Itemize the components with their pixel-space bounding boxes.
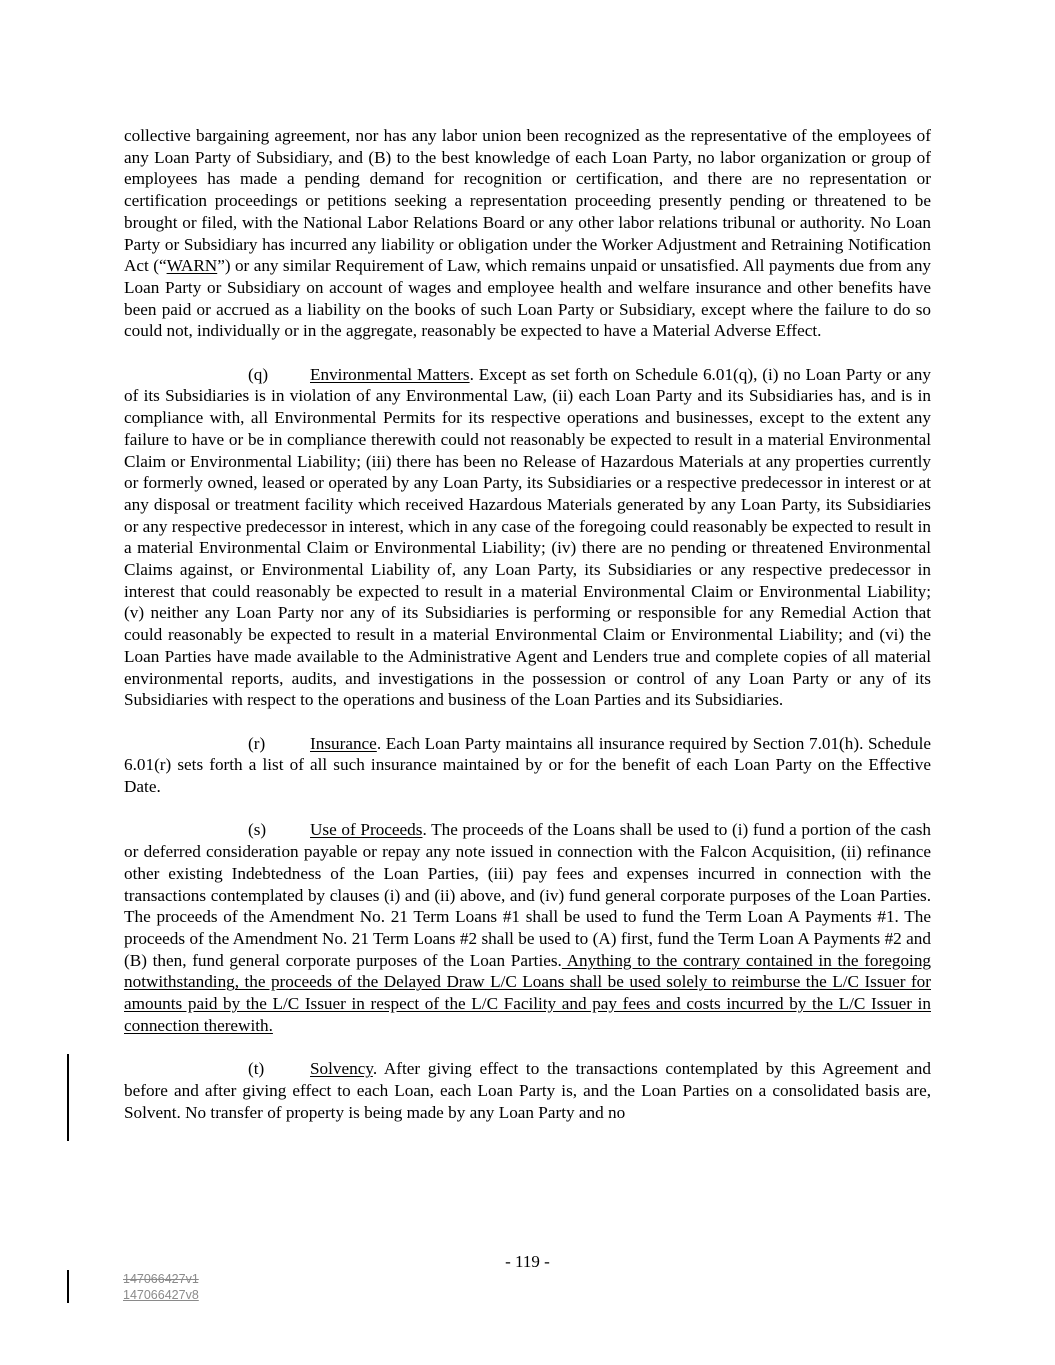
section-r-text: . Each Loan Party maintains all insurance required by Section 7.01(h). Schedule 6.01(r) sets forth a list of all such insurance maintained by or for the benefit of each Loan Party on the Effective Date. bbox=[124, 733, 931, 797]
section-s bbox=[124, 819, 931, 1036]
change-bar-footer bbox=[67, 1270, 69, 1303]
change-bar bbox=[67, 1054, 69, 1141]
section-r-heading: Insurance bbox=[310, 733, 377, 753]
section-t-text: . After giving effect to the transactions contemplated by this Agreement and before and after giving effect to each Loan, each Loan Party is, and the Loan Parties on a consolidated basis are, Solvent. No transfer of property is being made by any Loan Party and no bbox=[124, 1059, 931, 1122]
section-q-text: . Except as set forth on Schedule 6.01(q), (i) no Loan Party or any of its Subsidiaries is in violation of any Environmental Law, (ii) each Loan Party and its Subsidiaries has, and is in compliance with, all Environmental Permits for its respective operations and businesses, except to the extent any failure to have or be in compliance therewith could not reasonably be expected to result in a material Environmental Claim or Environmental Liability; (iii) there has been no Release of Hazardous Materials at any properties currently or formerly owned, leased or operated by any Loan Party, its Subsidiaries or a respective predecessor in interest or at any disposal or treatment facility which received Hazardous Materials generated by any Loan Party, its Subsidiaries or any respective predecessor in interest, which in any case of the foregoing could reasonably be expected to result in a material Environmental Claim or Environmental Liability; (iv) there are no pending or threatened Environmental Claims against, or Environmental Liability of, any Loan Party, its Subsidiaries or any respective predecessor in interest that could reasonably be expected to result in a material Environmental Claim or Environmental Liability; (v) neither any Loan Party nor any of its Subsidiaries is performing or responsible for any Remedial Action that could reasonably be expected to result in a material Environmental Claim or Environmental Liability; and (vi) the Loan Parties have made available to the Administrative Agent and Lenders true and complete copies of all material environmental reports, audits, and investigations in the possession or control of any Loan Party or any of its Subsidiaries with respect to the operations and business of the Loan Parties and its Subsidiaries. bbox=[124, 364, 931, 710]
section-q-heading: Environmental Matters bbox=[310, 364, 470, 384]
page-number: - 119 - bbox=[505, 1252, 550, 1271]
section-s-heading: Use of Proceeds bbox=[310, 820, 423, 840]
section-q bbox=[124, 364, 931, 711]
intro-text: collective bargaining agreement, nor has any labor union been recognized as the representative of the employees of any Loan Party of Subsidiary, and (B) to the best knowledge of each Loan Party, no labor organization or group of employees has made a pending demand for recognition or certification, and there are no representation or certification proceedings or petitions seeking a representation proceeding presently pending or threatened to be brought or filed, with the National Labor Relations Board or any other labor relations tribunal or authority. No Loan Party or Subsidiary has incurred any liability or obligation under the Worker Adjustment and Retraining Notification Act (“ bbox=[124, 126, 931, 276]
section-s-label: (s) bbox=[248, 820, 267, 840]
intro-text-tail: ”) or any similar Requirement of Law, which remains unpaid or unsatisfied. All payments due from any Loan Party or Subsidiary on account of wages and employee health and welfare insurance and other benefits have been paid or accrued as a liability on the books of such Loan Party or Subsidiary, except where the failure to do so could not, individually or in the aggregate, reasonably be expected to have a Material Adverse Effect. bbox=[124, 256, 932, 341]
section-s-text: . The proceeds of the Loans shall be used to (i) fund a portion of the cash or deferred consideration payable or repay any note issued in connection with the Falcon Acquisition, (ii) refinance other existing Indebtedness of the Loan Parties, (iii) pay fees and expenses incurred in connection with the transactions contemplated by clauses (i) and (ii) above, and (iv) fund general corporate purposes of the Loan Parties. The proceeds of the Amendment No. 21 Term Loans #1 shall be used to fund the Term Loan A Payments #1. The proceeds of the Amendment No. 21 Term Loans #2 shall be used to (A) first, fund the Term Loan A Payments #2 and (B) then, fund general corporate purposes of the Loan Parties. bbox=[124, 820, 931, 970]
paragraph-intro bbox=[124, 125, 931, 342]
doc-id-inserted: 147066427v8 bbox=[123, 1288, 199, 1302]
section-t-heading: Solvency bbox=[310, 1059, 373, 1079]
section-t bbox=[124, 1058, 931, 1123]
section-r-label: (r) bbox=[248, 733, 266, 753]
section-s-inserted-text: Anything to the contrary contained in the foregoing notwithstanding, the proceeds of the Delayed Draw L/C Loans shall be used solely to reimburse the L/C Issuer for amounts paid by the L/C Issuer in respect of the L/C Facility and pay fees and costs incurred by the L/C Issuer in connection therewith. bbox=[124, 950, 932, 1035]
doc-id-deleted: 147066427v1 bbox=[123, 1272, 199, 1286]
document-page bbox=[124, 125, 931, 1123]
defined-term-warn: WARN bbox=[166, 256, 218, 276]
section-r bbox=[124, 733, 931, 798]
section-q-label: (q) bbox=[248, 364, 269, 384]
section-t-label: (t) bbox=[248, 1059, 265, 1079]
